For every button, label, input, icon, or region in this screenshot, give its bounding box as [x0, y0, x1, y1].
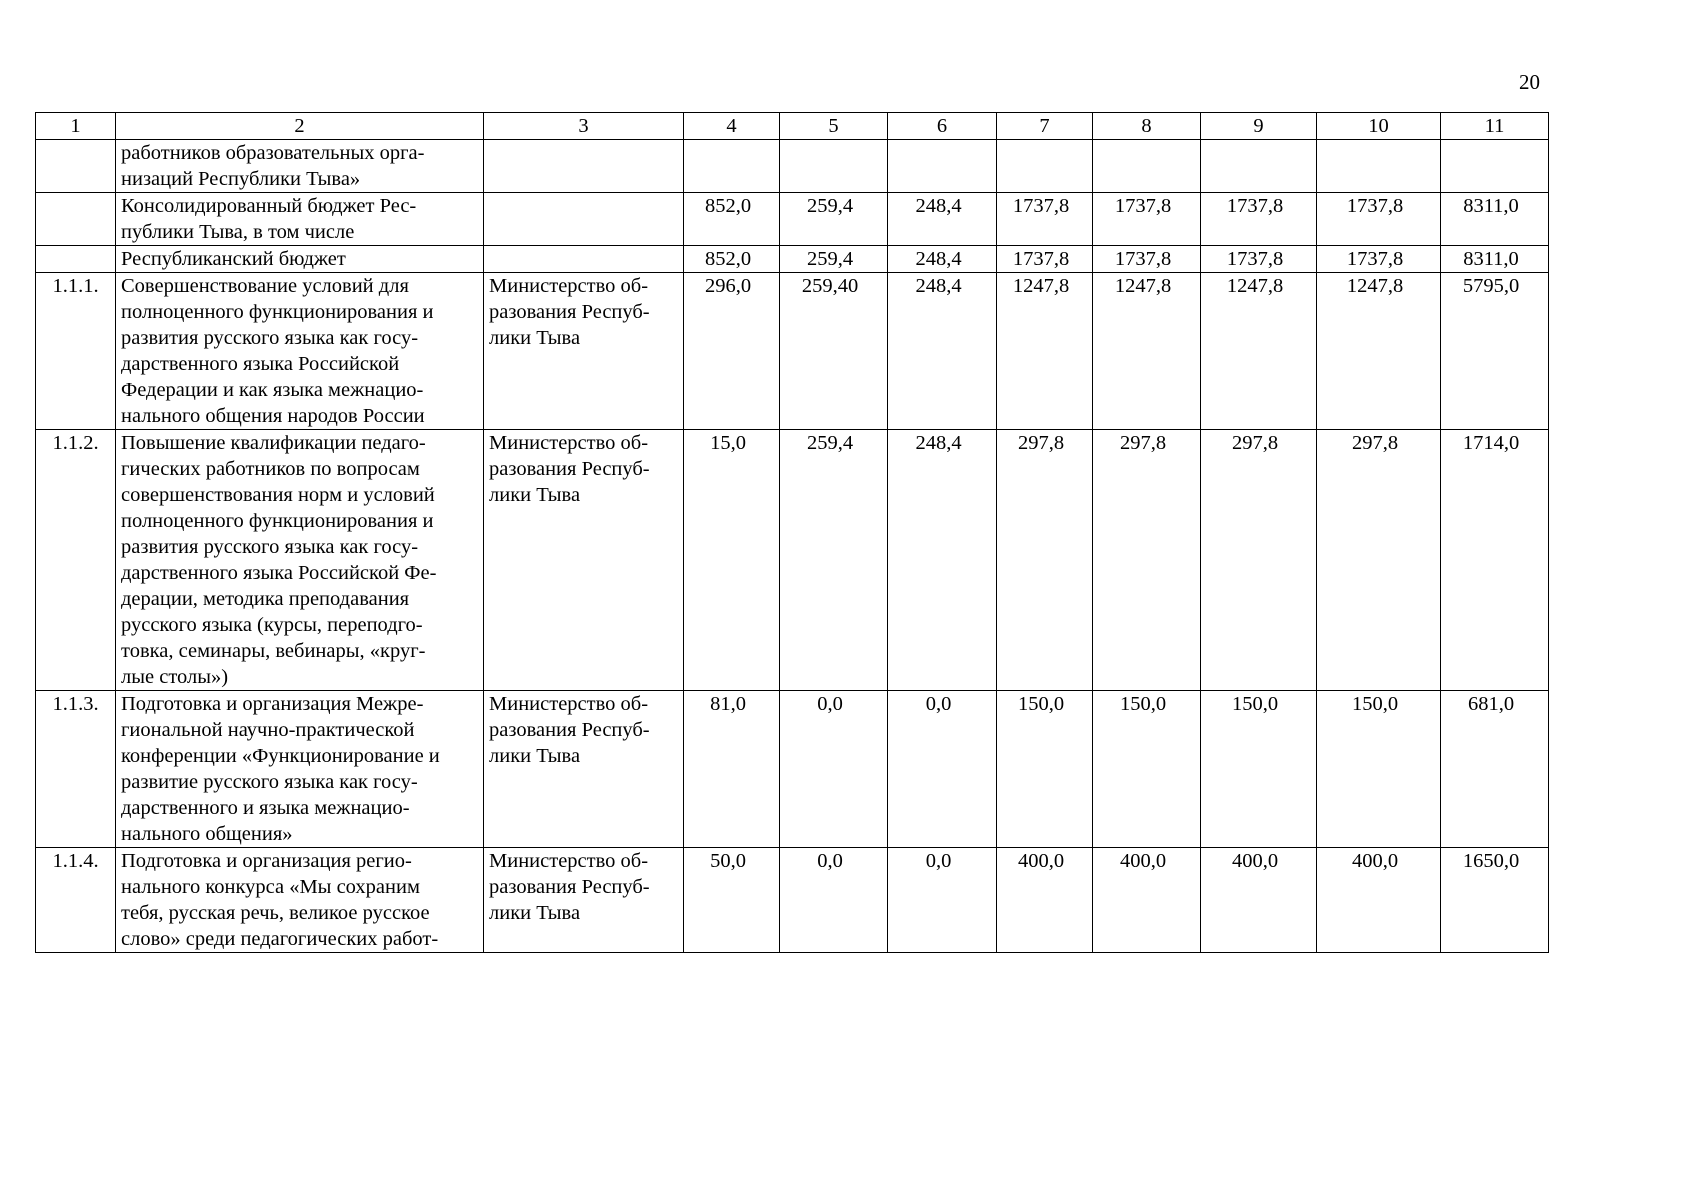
value-cell: 259,4 [780, 430, 888, 691]
value-cell: 852,0 [684, 193, 780, 246]
value-cell [997, 140, 1093, 193]
value-cell: 15,0 [684, 430, 780, 691]
row-name: Подготовка и организация регио- нального конкурса «Мы сохраним тебя, русская речь, великое русское слово» среди педагогических работ- [116, 848, 484, 953]
value-cell [1317, 140, 1441, 193]
value-cell: 248,4 [888, 193, 997, 246]
value-cell [684, 140, 780, 193]
value-cell [1441, 140, 1549, 193]
value-cell: 1737,8 [1093, 246, 1201, 273]
value-cell: 0,0 [780, 691, 888, 848]
value-cell: 297,8 [1093, 430, 1201, 691]
value-cell: 1737,8 [997, 246, 1093, 273]
value-cell: 400,0 [1093, 848, 1201, 953]
column-header: 8 [1093, 113, 1201, 140]
row-code [36, 140, 116, 193]
value-cell: 1247,8 [1317, 273, 1441, 430]
table-row [36, 691, 1549, 848]
value-cell: 400,0 [997, 848, 1093, 953]
value-cell: 8311,0 [1441, 246, 1549, 273]
value-cell: 0,0 [888, 848, 997, 953]
value-cell: 852,0 [684, 246, 780, 273]
value-cell: 81,0 [684, 691, 780, 848]
row-executor: Министерство об- разования Респуб- лики Тыва [484, 691, 684, 848]
table-row [36, 193, 1549, 246]
page-number: 20 [1519, 70, 1540, 94]
value-cell: 297,8 [997, 430, 1093, 691]
row-code: 1.1.3. [36, 691, 116, 848]
value-cell: 400,0 [1201, 848, 1317, 953]
column-header: 2 [116, 113, 484, 140]
column-header: 1 [36, 113, 116, 140]
row-code: 1.1.2. [36, 430, 116, 691]
value-cell: 297,8 [1317, 430, 1441, 691]
table-row [36, 246, 1549, 273]
value-cell: 1247,8 [1201, 273, 1317, 430]
table-row [36, 430, 1549, 691]
value-cell: 1247,8 [997, 273, 1093, 430]
column-header: 4 [684, 113, 780, 140]
column-header: 3 [484, 113, 684, 140]
value-cell: 1737,8 [1201, 246, 1317, 273]
value-cell: 248,4 [888, 246, 997, 273]
row-executor: Министерство об- разования Респуб- лики Тыва [484, 430, 684, 691]
row-executor [484, 193, 684, 246]
value-cell: 1714,0 [1441, 430, 1549, 691]
column-header: 9 [1201, 113, 1317, 140]
value-cell: 50,0 [684, 848, 780, 953]
column-header: 6 [888, 113, 997, 140]
value-cell: 150,0 [1201, 691, 1317, 848]
value-cell: 150,0 [997, 691, 1093, 848]
value-cell: 1737,8 [1201, 193, 1317, 246]
value-cell: 150,0 [1317, 691, 1441, 848]
value-cell: 8311,0 [1441, 193, 1549, 246]
value-cell: 150,0 [1093, 691, 1201, 848]
value-cell: 0,0 [780, 848, 888, 953]
value-cell [780, 140, 888, 193]
column-header: 5 [780, 113, 888, 140]
value-cell [1093, 140, 1201, 193]
row-executor: Министерство об- разования Респуб- лики Тыва [484, 848, 684, 953]
row-name: Повышение квалификации педаго- гических работников по вопросам совершенствования норм и условий полноценного функционирования и развития русского языка как госу- дарственного языка Российской Фе- дерации, методика преподавания русского языка (курсы, переподго- товка, семинары, вебинары, «круг- лые столы») [116, 430, 484, 691]
value-cell: 297,8 [1201, 430, 1317, 691]
row-name: Подготовка и организация Межре- гиональной научно-практической конференции «Функционирование и развитие русского языка как госу- дарственного и языка межнацио- нального общения» [116, 691, 484, 848]
value-cell [888, 140, 997, 193]
table-row [36, 273, 1549, 430]
value-cell: 1737,8 [1317, 193, 1441, 246]
column-header: 11 [1441, 113, 1549, 140]
column-header: 10 [1317, 113, 1441, 140]
table-row [36, 848, 1549, 953]
value-cell [1201, 140, 1317, 193]
value-cell: 1650,0 [1441, 848, 1549, 953]
row-name: Республиканский бюджет [116, 246, 484, 273]
row-code [36, 246, 116, 273]
row-executor [484, 140, 684, 193]
value-cell: 400,0 [1317, 848, 1441, 953]
value-cell: 1737,8 [997, 193, 1093, 246]
value-cell: 1737,8 [1093, 193, 1201, 246]
row-name: Совершенствование условий для полноценного функционирования и развития русского языка как госу- дарственного языка Российской Федерации и как языка межнацио- нального общения народов России [116, 273, 484, 430]
value-cell: 248,4 [888, 430, 997, 691]
row-executor: Министерство об- разования Респуб- лики Тыва [484, 273, 684, 430]
value-cell: 296,0 [684, 273, 780, 430]
value-cell: 248,4 [888, 273, 997, 430]
row-code [36, 193, 116, 246]
header-row [36, 113, 1549, 140]
value-cell: 259,4 [780, 246, 888, 273]
row-name: Консолидированный бюджет Рес- публики Тыва, в том числе [116, 193, 484, 246]
table-row [36, 140, 1549, 193]
value-cell: 1737,8 [1317, 246, 1441, 273]
row-name: работников образовательных орга- низаций Республики Тыва» [116, 140, 484, 193]
value-cell: 1247,8 [1093, 273, 1201, 430]
budget-table [35, 112, 1549, 953]
row-executor [484, 246, 684, 273]
column-header: 7 [997, 113, 1093, 140]
value-cell: 5795,0 [1441, 273, 1549, 430]
value-cell: 681,0 [1441, 691, 1549, 848]
value-cell: 259,40 [780, 273, 888, 430]
row-code: 1.1.1. [36, 273, 116, 430]
value-cell: 259,4 [780, 193, 888, 246]
value-cell: 0,0 [888, 691, 997, 848]
row-code: 1.1.4. [36, 848, 116, 953]
